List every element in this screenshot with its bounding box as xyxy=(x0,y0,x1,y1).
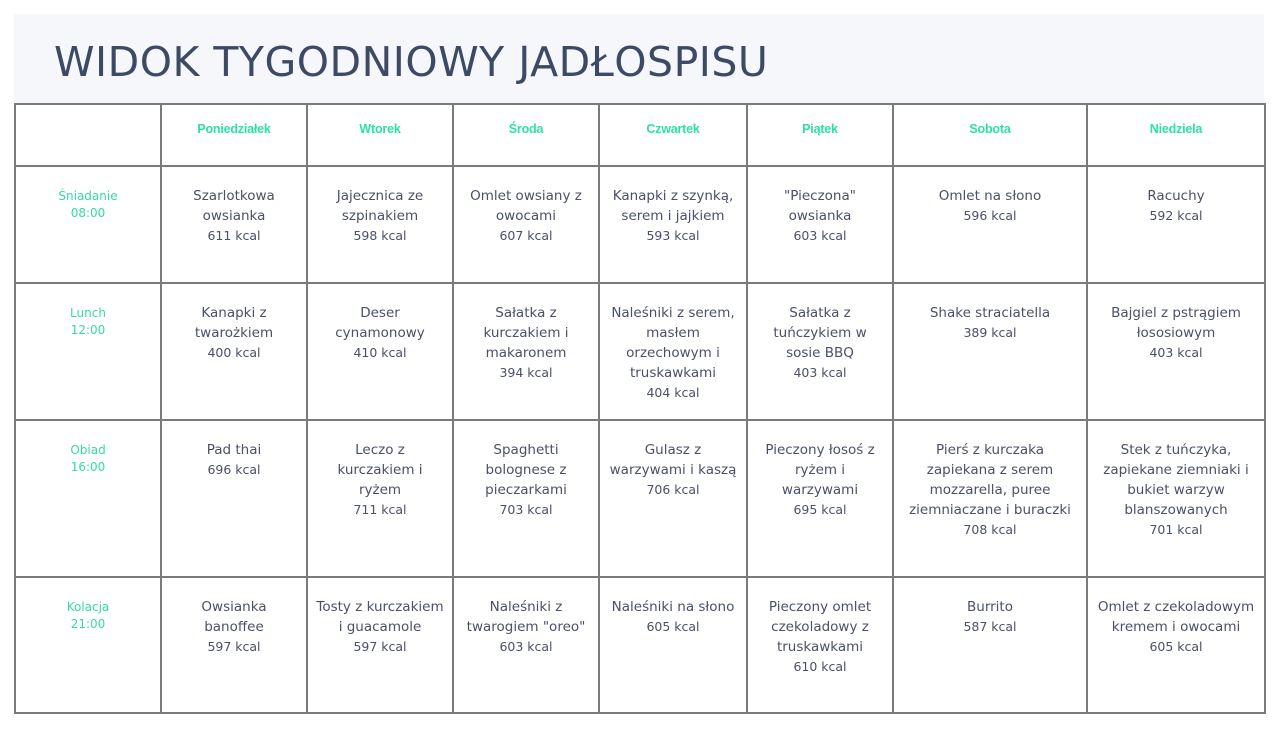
dish-name: Naleśniki z serem, masłem orzechowym i truskawkami xyxy=(611,305,735,381)
dish-kcal: 394 kcal xyxy=(499,365,553,380)
dish-cell xyxy=(307,166,453,283)
meal-time: 16:00 xyxy=(70,460,106,474)
dish-name: Owsianka banoffee xyxy=(201,599,267,635)
weekly-menu-table xyxy=(14,103,1266,714)
dish-name: Leczo z kurczakiem i ryżem xyxy=(337,442,423,498)
dish-kcal: 403 kcal xyxy=(793,365,847,380)
dish-kcal: 701 kcal xyxy=(1149,522,1203,537)
dish-cell xyxy=(453,283,599,420)
dish-name: Burrito xyxy=(967,599,1013,615)
dish-kcal: 708 kcal xyxy=(963,522,1017,537)
dish-cell xyxy=(747,420,893,577)
dish-cell xyxy=(1087,420,1265,577)
dish-name: Shake straciatella xyxy=(929,305,1051,321)
dish-cell xyxy=(893,577,1087,713)
dish-name: Spaghetti bolognese z pieczarkami xyxy=(485,442,567,498)
meal-label xyxy=(16,421,160,476)
meal-name: Lunch xyxy=(70,306,106,320)
dish-cell xyxy=(307,283,453,420)
dish-kcal: 410 kcal xyxy=(353,345,407,360)
dish-name: Deser cynamonowy xyxy=(335,305,425,341)
dish-kcal: 605 kcal xyxy=(1149,639,1203,654)
dish-cell xyxy=(161,166,307,283)
meal-time: 12:00 xyxy=(70,323,106,337)
dish-kcal: 703 kcal xyxy=(499,502,553,517)
dish-name: Omlet na słono xyxy=(938,188,1042,204)
dish-name: Pieczony łosoś z ryżem i warzywami xyxy=(765,442,875,498)
dish-kcal: 605 kcal xyxy=(646,619,700,634)
day-label: Poniedziałek xyxy=(197,122,271,136)
dish-kcal: 596 kcal xyxy=(963,208,1017,223)
dish-cell xyxy=(307,577,453,713)
dish-cell xyxy=(893,283,1087,420)
dish-kcal: 611 kcal xyxy=(207,228,261,243)
dish-cell xyxy=(893,166,1087,283)
dish-kcal: 711 kcal xyxy=(353,502,407,517)
dish-kcal: 607 kcal xyxy=(499,228,553,243)
dish-cell xyxy=(1087,166,1265,283)
dish-cell xyxy=(453,166,599,283)
day-header-sunday xyxy=(1087,104,1265,166)
dish-kcal: 598 kcal xyxy=(353,228,407,243)
dish-cell xyxy=(599,283,747,420)
dish-name: Pad thai xyxy=(206,442,262,458)
dish-cell xyxy=(307,420,453,577)
day-header-saturday xyxy=(893,104,1087,166)
table-row-lunch xyxy=(15,283,1265,420)
dish-name: Stek z tuńczyka, zapiekane ziemniaki i bukiet warzyw blanszowanych xyxy=(1103,442,1249,518)
day-header-friday xyxy=(747,104,893,166)
dish-name: Kanapki z szynką, serem i jajkiem xyxy=(612,188,734,224)
dish-name: Gulasz z warzywami i kaszą xyxy=(609,442,737,478)
meal-name: Kolacja xyxy=(66,600,110,614)
dish-name: Bajgiel z pstrągiem łososiowym xyxy=(1111,305,1241,341)
meal-header-cell xyxy=(15,283,161,420)
dish-name: Pierś z kurczaka zapiekana z serem mozzarella, puree ziemniaczane i buraczki xyxy=(909,442,1071,518)
dish-name: Kanapki z twarożkiem xyxy=(194,305,274,341)
dish-kcal: 593 kcal xyxy=(646,228,700,243)
dish-kcal: 610 kcal xyxy=(793,659,847,674)
dish-cell xyxy=(161,420,307,577)
dish-name: Racuchy xyxy=(1147,188,1205,204)
dish-kcal: 597 kcal xyxy=(207,639,261,654)
day-label: Czwartek xyxy=(646,122,700,136)
dish-name: Szarlotkowa owsianka xyxy=(193,188,275,224)
meal-header-cell xyxy=(15,420,161,577)
dish-name: Sałatka z kurczakiem i makaronem xyxy=(483,305,569,361)
dish-name: Omlet owsiany z owocami xyxy=(470,188,582,224)
dish-kcal: 603 kcal xyxy=(499,639,553,654)
dish-kcal: 403 kcal xyxy=(1149,345,1203,360)
meal-label xyxy=(16,167,160,222)
dish-cell xyxy=(599,166,747,283)
dish-cell xyxy=(599,577,747,713)
day-label: Piątek xyxy=(802,122,838,136)
dish-name: Naleśniki z twarogiem "oreo" xyxy=(466,599,586,635)
dish-kcal: 695 kcal xyxy=(793,502,847,517)
dish-kcal: 587 kcal xyxy=(963,619,1017,634)
table-header-row xyxy=(15,104,1265,166)
dish-kcal: 400 kcal xyxy=(207,345,261,360)
dish-name: Tosty z kurczakiem i guacamole xyxy=(316,599,444,635)
meal-name: Śniadanie xyxy=(58,189,118,203)
corner-cell xyxy=(15,104,161,166)
dish-cell xyxy=(161,577,307,713)
dish-name: Jajecznica ze szpinakiem xyxy=(336,188,424,224)
day-header-monday xyxy=(161,104,307,166)
meal-header-cell xyxy=(15,166,161,283)
dish-cell xyxy=(453,420,599,577)
dish-name: Sałatka z tuńczykiem w sosie BBQ xyxy=(773,305,867,361)
dish-cell xyxy=(893,420,1087,577)
dish-cell xyxy=(747,577,893,713)
day-label: Wtorek xyxy=(359,122,401,136)
day-label: Sobota xyxy=(969,122,1011,136)
dish-kcal: 404 kcal xyxy=(646,385,700,400)
dish-name: "Pieczona" owsianka xyxy=(784,188,856,224)
dish-kcal: 696 kcal xyxy=(207,462,261,477)
dish-kcal: 603 kcal xyxy=(793,228,847,243)
dish-name: Omlet z czekoladowym kremem i owocami xyxy=(1097,599,1255,635)
meal-label xyxy=(16,578,160,633)
day-label: Niedziela xyxy=(1149,122,1203,136)
dish-kcal: 706 kcal xyxy=(646,482,700,497)
dish-kcal: 592 kcal xyxy=(1149,208,1203,223)
day-header-tuesday xyxy=(307,104,453,166)
meal-name: Obiad xyxy=(70,443,106,457)
table-row-supper xyxy=(15,577,1265,713)
meal-label xyxy=(16,284,160,339)
meal-time: 08:00 xyxy=(70,206,106,220)
dish-name: Pieczony omlet czekoladowy z truskawkami xyxy=(768,599,872,655)
dish-kcal: 389 kcal xyxy=(963,325,1017,340)
dish-cell xyxy=(599,420,747,577)
day-header-wednesday xyxy=(453,104,599,166)
table-row-dinner xyxy=(15,420,1265,577)
meal-time: 21:00 xyxy=(70,617,106,631)
dish-cell xyxy=(453,577,599,713)
dish-cell xyxy=(161,283,307,420)
dish-kcal: 597 kcal xyxy=(353,639,407,654)
dish-cell xyxy=(747,283,893,420)
page-title: WIDOK TYGODNIOWY JADŁOSPISU xyxy=(54,38,769,86)
dish-name: Naleśniki na słono xyxy=(611,599,735,615)
day-label: Środa xyxy=(508,122,544,136)
table-row-breakfast xyxy=(15,166,1265,283)
dish-cell xyxy=(1087,577,1265,713)
meal-header-cell xyxy=(15,577,161,713)
day-header-thursday xyxy=(599,104,747,166)
dish-cell xyxy=(747,166,893,283)
dish-cell xyxy=(1087,283,1265,420)
